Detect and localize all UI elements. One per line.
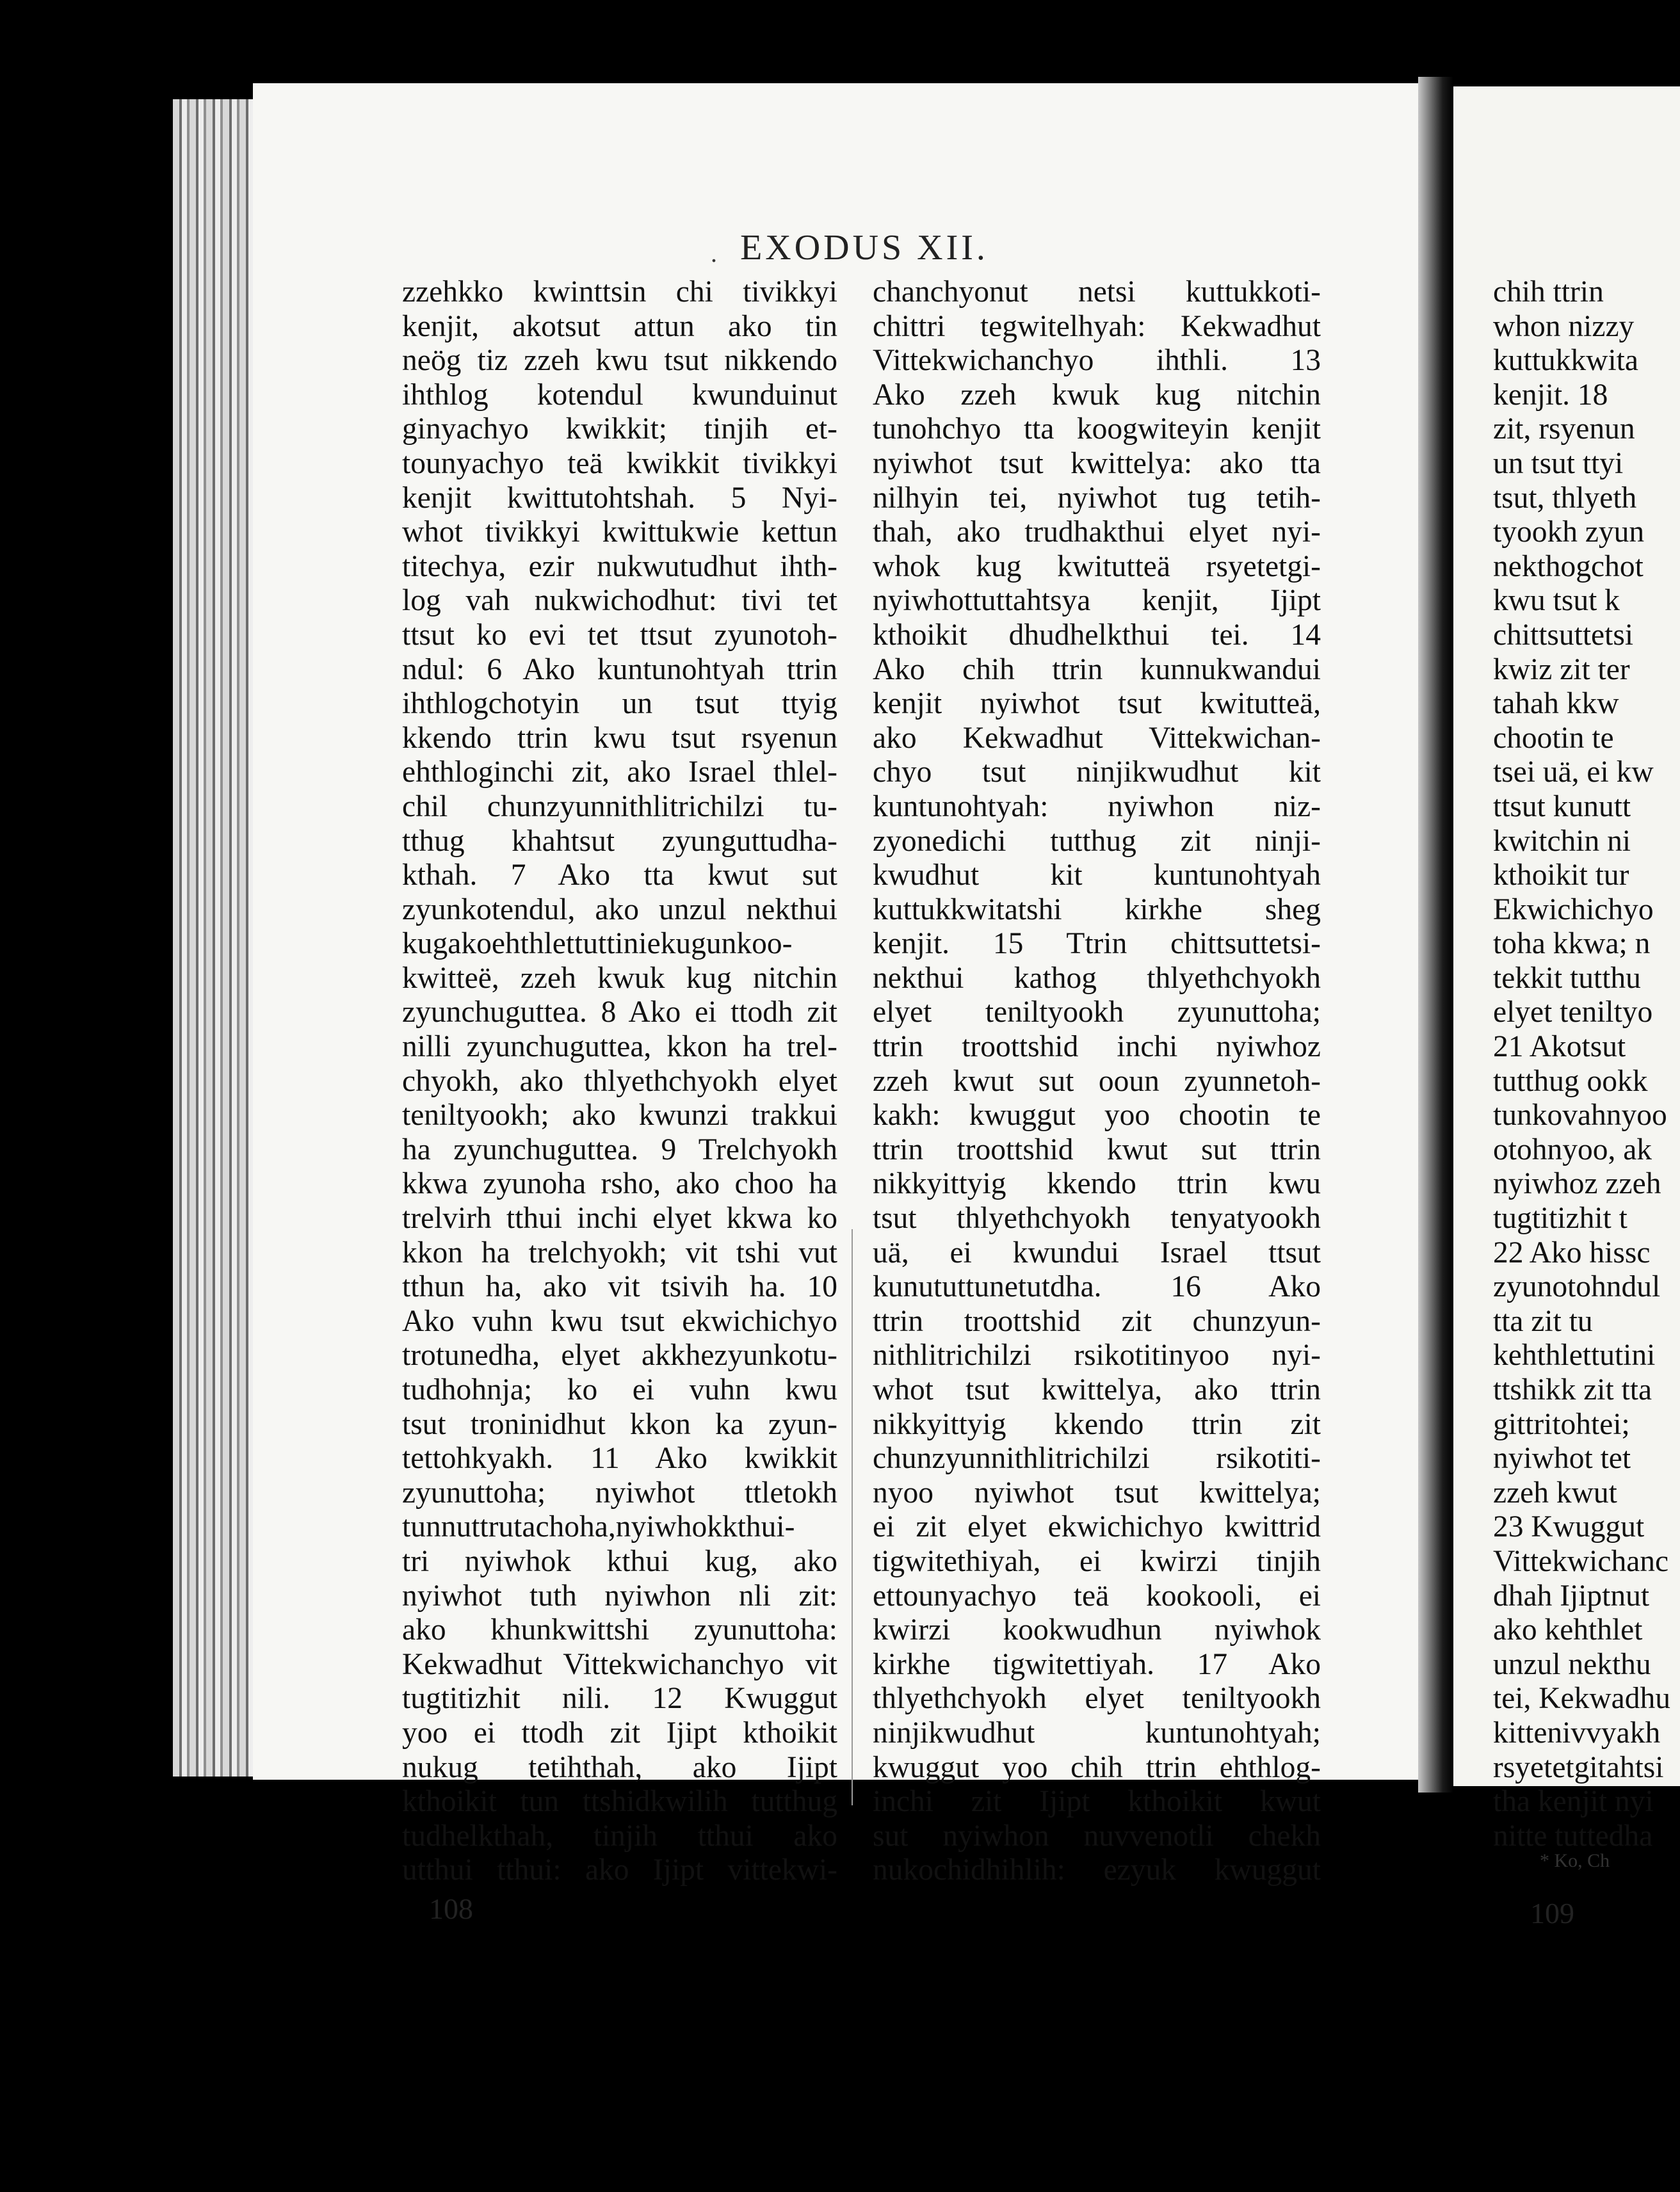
text-line: ndul: 6 Ako kuntunohtyah ttrin [402, 652, 837, 686]
text-line: chootin te [1493, 721, 1614, 755]
text-line: nyoo nyiwhot tsut kwittelya; [873, 1476, 1321, 1510]
text-line: tthun ha, ako vit tsivih ha. 10 [402, 1270, 837, 1304]
text-line: uä, ei kwundui Israel ttsut [873, 1236, 1321, 1269]
text-line: tunohchyo tta koogwiteyin kenjit [873, 412, 1321, 446]
text-line: ginyachyo kwikkit; tinjih et- [402, 412, 837, 446]
text-line: elyet teniltyookh zyunuttoha; [873, 995, 1321, 1029]
column-rule [852, 1229, 853, 1805]
text-line: chil chunzyunnithlitrichilzi tu- [402, 789, 837, 823]
text-line: sut nyiwhon nuvvenotli chekh [873, 1819, 1321, 1853]
text-line: kehthlettutini [1493, 1339, 1656, 1373]
text-line: nekthui kathog thlyethchyokh [873, 961, 1321, 995]
text-line: kenjit, akotsut attun ako tin [402, 309, 837, 343]
text-line: zzeh kwut sut ooun zyunnetoh- [873, 1064, 1321, 1098]
text-line: titechya, ezir nukwutudhut ihth- [402, 549, 837, 583]
footnote-right: * Ko, Ch [1540, 1850, 1610, 1871]
text-line: tugtitizhit t [1493, 1202, 1628, 1236]
text-line: tsei uä, ei kw [1493, 755, 1654, 789]
page-number-left: 108 [429, 1892, 473, 1925]
text-line: kthah. 7 Ako tta kwut sut [402, 858, 837, 892]
text-line: whon nizzy [1493, 309, 1635, 343]
text-line: ako khunkwittshi zyunuttoha: [402, 1613, 837, 1647]
text-column-middle [873, 275, 1321, 1888]
text-line: nukochidhihlih: ezyuk kwuggut [873, 1853, 1321, 1887]
text-line: zyunkotendul, ako unzul nekthui [402, 892, 837, 926]
text-line: rsyetetgitahtsi [1493, 1750, 1664, 1784]
text-line: tudhelkthah, tinjih tthui ako [402, 1819, 837, 1853]
text-line: whot tsut kwittelya, ako ttrin [873, 1373, 1321, 1406]
text-line: tyookh zyun [1493, 515, 1645, 549]
text-line: nithlitrichilzi rsikotitinyoo nyi- [873, 1339, 1321, 1373]
text-line: Kekwadhut Vittekwichanchyo vit [402, 1647, 837, 1681]
text-line: ei zit elyet ekwichichyo kwittrid [873, 1510, 1321, 1544]
text-line: kkon ha trelchyokh; vit tshi vut [402, 1236, 837, 1269]
text-line: kwu tsut k [1493, 584, 1620, 618]
text-line: nilli zyunchuguttea, kkon ha trel- [402, 1030, 837, 1064]
text-line: ttrin troottshid inchi nyiwhoz [873, 1030, 1321, 1064]
page-stack-edges [173, 99, 262, 1777]
text-line: zzehkko kwinttsin chi tivikkyi [402, 275, 837, 309]
page-number-right: 109 [1530, 1897, 1574, 1930]
text-line: kenjit nyiwhot tsut kwitutteä, [873, 687, 1321, 721]
text-line: zyunchuguttea. 8 Ako ei ttodh zit [402, 995, 837, 1029]
text-line: un tsut ttyi [1493, 446, 1624, 480]
text-line: kwudhut kit kuntunohtyah [873, 858, 1321, 892]
text-line: nyiwhot tsut kwittelya: ako tta [873, 446, 1321, 480]
text-line: elyet teniltyo [1493, 995, 1653, 1029]
text-line: ako kehthlet [1493, 1613, 1643, 1647]
text-line: ttsut ko evi tet ttsut zyunotoh- [402, 618, 837, 652]
text-line: ha zyunchuguttea. 9 Trelchyokh [402, 1132, 837, 1166]
text-line: kirkhe tigwitettiyah. 17 Ako [873, 1647, 1321, 1681]
text-line: Ako chih ttrin kunnukwandui [873, 652, 1321, 686]
text-line: toha kkwa; n [1493, 927, 1651, 961]
text-line: Ako vuhn kwu tsut ekwichichyo [402, 1304, 837, 1338]
text-line: ttsut kunutt [1493, 789, 1631, 823]
text-line: tunnuttrutachoha,nyiwhokkthui- [402, 1510, 795, 1544]
text-line: kuttukkwitatshi kirkhe sheg [873, 892, 1321, 926]
text-line: chih ttrin [1493, 275, 1604, 309]
text-line: tthug khahtsut zyunguttudha- [402, 824, 837, 858]
text-line: tudhohnja; ko ei vuhn kwu [402, 1373, 837, 1406]
text-line: chittsuttetsi [1493, 618, 1634, 652]
text-line: kwuggut yoo chih ttrin ehthlog- [873, 1750, 1321, 1784]
text-line: 23 Kwuggut [1493, 1510, 1645, 1544]
text-line: ihthlog kotendul kwunduinut [402, 378, 837, 412]
text-line: kkwa zyunoha rsho, ako choo ha [402, 1167, 837, 1201]
text-line: trotunedha, elyet akkhezyunkotu- [402, 1339, 837, 1373]
text-line: nyiwhottuttahtsya kenjit, Ijipt [873, 584, 1321, 618]
text-line: kenjit. 15 Ttrin chittsuttetsi- [873, 927, 1321, 961]
book-gutter [1418, 77, 1453, 1793]
text-line: utthui tthui: ako Ijipt vittekwi- [402, 1853, 837, 1887]
text-line: tigwitethiyah, ei kwirzi tinjih [873, 1544, 1321, 1578]
text-line: kuntunohtyah: nyiwhon niz- [873, 789, 1321, 823]
text-line: kunututtunetutdha. 16 Ako [873, 1270, 1321, 1304]
text-line: neög tiz zzeh kwu tsut nikkendo [402, 344, 837, 378]
text-line: ettounyachyo teä kookooli, ei [873, 1579, 1321, 1613]
text-line: chunzyunnithlitrichilzi rsikotiti- [873, 1442, 1321, 1476]
text-line: nukug tetihthah, ako Ijipt [402, 1750, 837, 1784]
text-line: tsut, thlyeth [1493, 481, 1637, 515]
text-line: Vittekwichanchyo ihthli. 13 [873, 344, 1321, 378]
text-line: tha kenjit nyi [1493, 1785, 1654, 1819]
text-line: tta zit tu [1493, 1304, 1593, 1338]
text-line: Ako zzeh kwuk kug nitchin [873, 378, 1321, 412]
text-line: kthoikit tur [1493, 858, 1629, 892]
text-line: kwitteë, zzeh kwuk kug nitchin [402, 961, 837, 995]
text-line: zzeh kwut [1493, 1476, 1617, 1510]
text-line: ttrin troottshid zit chunzyun- [873, 1304, 1321, 1338]
text-line: nikkyittyig kkendo ttrin zit [873, 1407, 1321, 1441]
text-line: inchi zit Ijipt kthoikit kwut [873, 1785, 1321, 1819]
text-column-left [402, 275, 837, 1888]
text-line: nikkyittyig kkendo ttrin kwu [873, 1167, 1321, 1201]
text-line: ihthlogchotyin un tsut ttyig [402, 687, 837, 721]
text-line: ehthloginchi zit, ako Israel thlel- [402, 755, 837, 789]
text-line: tugtitizhit nili. 12 Kwuggut [402, 1682, 837, 1716]
text-line: kenjit kwittutohtshah. 5 Nyi- [402, 481, 837, 515]
text-line: ninjikwudhut kuntunohtyah; [873, 1716, 1321, 1750]
text-line: dhah Ijiptnut [1493, 1579, 1650, 1613]
text-line: kakh: kwuggut yoo chootin te [873, 1099, 1321, 1132]
text-line: zyunuttoha; nyiwhot ttletokh [402, 1476, 837, 1510]
running-head-mark: . [711, 239, 717, 268]
text-line: log vah nukwichodhut: tivi tet [402, 584, 837, 618]
text-line: chyo tsut ninjikwudhut kit [873, 755, 1321, 789]
text-line: kugakoehthlettuttiniekugunkoo- [402, 927, 793, 961]
text-line: nilhyin tei, nyiwhot tug tetih- [873, 481, 1321, 515]
text-line: 21 Akotsut [1493, 1030, 1626, 1064]
text-line: zyonedichi tutthug zit ninji- [873, 824, 1321, 858]
text-line: chittri tegwitelhyah: Kekwadhut [873, 309, 1321, 343]
text-line: thlyethchyokh elyet teniltyookh [873, 1682, 1321, 1716]
text-line: tutthug ookk [1493, 1064, 1648, 1098]
text-line: tei, Kekwadhu [1493, 1682, 1670, 1716]
text-line: kenjit. 18 [1493, 378, 1608, 412]
text-line: kthoikit dhudhelkthui tei. 14 [873, 618, 1321, 652]
text-line: chyokh, ako thlyethchyokh elyet [402, 1064, 837, 1098]
text-line: kthoikit tun ttshidkwilih tutthug [402, 1785, 837, 1819]
text-line: chanchyonut netsi kuttukkoti- [873, 275, 1321, 309]
text-line: trelvirh tthui inchi elyet kkwa ko [402, 1202, 837, 1236]
text-line: gittritohtei; [1493, 1407, 1630, 1441]
text-line: tunkovahnyoo [1493, 1099, 1667, 1132]
text-line: thah, ako trudhakthui elyet nyi- [873, 515, 1321, 549]
text-line: tsut troninidhut kkon ka zyun- [402, 1407, 837, 1441]
text-line: kwiz zit ter [1493, 652, 1630, 686]
text-line: nitte tuttedha [1493, 1819, 1653, 1853]
running-head: EXODUS XII. [740, 228, 989, 268]
text-line: tahah kkw [1493, 687, 1619, 721]
text-line: whok kug kwitutteä rsyetetgi- [873, 549, 1321, 583]
text-line: otohnyoo, ak [1493, 1132, 1652, 1166]
text-line: 22 Ako hissc [1493, 1236, 1651, 1269]
text-line: nyiwhot tuth nyiwhon nli zit: [402, 1579, 837, 1613]
text-line: kuttukkwita [1493, 344, 1638, 378]
text-line: tettohkyakh. 11 Ako kwikkit [402, 1442, 837, 1476]
text-line: tri nyiwhok kthui kug, ako [402, 1544, 837, 1578]
text-line: kwitchin ni [1493, 824, 1631, 858]
text-line: zit, rsyenun [1493, 412, 1635, 446]
text-line: ako Kekwadhut Vittekwichan- [873, 721, 1321, 755]
text-line: nyiwhot tet [1493, 1442, 1631, 1476]
text-line: Vittekwichanc [1493, 1544, 1669, 1578]
text-line: tounyachyo teä kwikkit tivikkyi [402, 446, 837, 480]
text-line: whot tivikkyi kwittukwie kettun [402, 515, 837, 549]
text-line: nekthogchot [1493, 549, 1644, 583]
text-line: ttrin troottshid kwut sut ttrin [873, 1132, 1321, 1166]
text-line: teniltyookh; ako kwunzi trakkui [402, 1099, 837, 1132]
text-line: nyiwhoz zzeh [1493, 1167, 1661, 1201]
text-line: ttshikk zit tta [1493, 1373, 1652, 1406]
text-line: unzul nekthu [1493, 1647, 1651, 1681]
text-line: kkendo ttrin kwu tsut rsyenun [402, 721, 837, 755]
text-line: kittenivvyakh [1493, 1716, 1661, 1750]
text-line: yoo ei ttodh zit Ijipt kthoikit [402, 1716, 837, 1750]
text-column-right [1493, 275, 1680, 1853]
text-line: Ekwichichyo [1493, 892, 1654, 926]
text-line: kwirzi kookwudhun nyiwhok [873, 1613, 1321, 1647]
text-line: tekkit tutthu [1493, 961, 1641, 995]
text-line: zyunotohndul [1493, 1270, 1661, 1304]
text-line: tsut thlyethchyokh tenyatyookh [873, 1202, 1321, 1236]
